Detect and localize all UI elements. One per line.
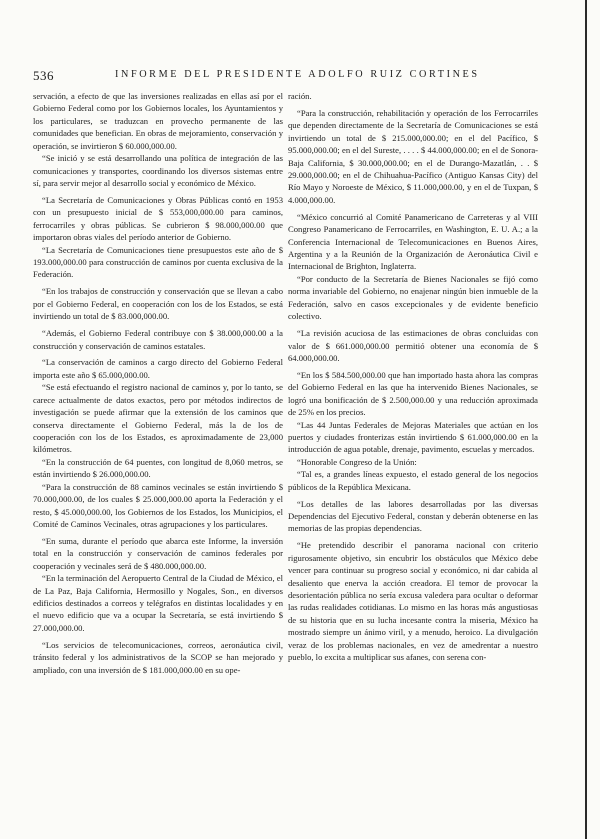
paragraph: “En los trabajos de construcción y conservación que se llevan a cabo por el Gobierno Federal, en cooperación con los de los Estados, se está invirtiendo un total de $ 83.000,000.00. — [33, 286, 283, 322]
paragraph: “México concurrió al Comité Panamericano de Carreteras y al VIII Congreso Panamericano de Ferrocarriles, en Washington, E. U. A.; a la Conferencia Internacional de Telecomunicaciones en Buenos Aires, Argentina y a la Reunión de la Organización de Aeronáutica Civil e Internacional de Brighton, Inglaterra. — [288, 211, 538, 272]
paragraph: “Por conducto de la Secretaría de Bienes Nacionales se fijó como norma invariable del Gobierno, no enajenar ningún bien inmueble de la Federación, salvo en casos excepcionales y de evidente beneficio colectivo. — [288, 273, 538, 322]
paragraph: “La conservación de caminos a cargo directo del Gobierno Federal importa este año $ 65.000,000.00. — [33, 357, 283, 380]
paragraph: ración. — [288, 91, 312, 101]
paragraph: “Para la construcción de 88 caminos vecinales se están invirtiendo $ 70.000,000.00, de los cuales $ 25.000,000.00 aporta la Federación y el resto, $ 45.000,000.00, los Gobiernos de los Estados, los Municipios, el Comité de Caminos Vecinales, otras agrupaciones y los particulares. — [33, 481, 283, 529]
paragraph: “Los detalles de las labores desarrolladas por las diversas Dependencias del Ejecutivo Federal, constan y deberán obtenerse en las memorias de las propias dependencias. — [288, 498, 538, 534]
right-text-column — [288, 90, 538, 664]
paragraph: “La revisión acuciosa de las estimaciones de obras concluidas con valor de $ 661.000,000.00 permitió obtener una economía de $ 64.000,000.00. — [288, 328, 538, 363]
paragraph: servación, a efecto de que las inversiones realizadas en ellas así por el Gobierno Federal como por los Gobiernos locales, los Ayuntamientos y los particulares, se traduzcan en provecho permanente de las comunidades que benefician. En obras de mejoramiento, conservación y operación, se invirtieron $ 60.000,000.00. — [33, 91, 283, 151]
paragraph: “Se está efectuando el registro nacional de caminos y, por lo tanto, se carece actualmente de datos exactos, pero por métodos indirectos de investigación se puede afirmar que la extensión de los caminos que conserva directamente el Gobierno Federal, más la de los de cooperación con los de los Estados, es aproximadamente de 23,000 kilómetros. — [33, 382, 283, 455]
paragraph: “Para la construcción, rehabilitación y operación de los Ferrocarriles que dependen directamente de la Secretaría de Comunicaciones se está invirtiendo un total de $ 215.000,000.00; en el del Pacífico, $ 95.000,000.00; en el del Sureste, . . . . $ 44.000,000.00; en el de Sonora-Baja California, $ 30.000,000.00; en el de Durango-Mazatlán, . . $ 29.000,000.00; en el de Chihuahua-Pacífico (Antiguo Kansas City) del Río Mayo y Noroeste de México, $ 11.000,000.00, y en el de Tuxpan, $ 4.000,000.00. — [288, 107, 538, 205]
paragraph: “Tal es, a grandes líneas expuesto, el estado general de los negocios públicos de la República Mexicana. — [288, 469, 538, 492]
paragraph: “Honorable Congreso de la Unión: — [297, 456, 417, 467]
paragraph: “Además, el Gobierno Federal contribuye con $ 38.000,000.00 a la construcción y conservación de caminos estatales. — [33, 328, 283, 351]
paragraph: “En la construcción de 64 puentes, con longitud de 8,060 metros, se están invirtiendo $ 26.000,000.00. — [33, 456, 283, 480]
paragraph: “Las 44 Juntas Federales de Mejoras Materiales que actúan en los puertos y ciudades fronterizas están invirtiendo $ 61.000,000.00 en la introducción de agua potable, drenaje, pavimento, escuelas y mercados. — [288, 419, 538, 455]
left-text-column — [33, 90, 283, 676]
paragraph: “He pretendido describir el panorama nacional con criterio rigurosamente objetivo, sin encubrir los obstáculos que México debe vencer para continuar su progreso social y económico, ni dar cabida al desaliento que enerva la acción creadora. El temor de provocar la desorientación pública no sería excusa valedera para ocultar o deformar las rudas realidades cotidianas. Lo mismo en las horas más angustiosas de su historia que en su lucha incesante contra la miseria, México ha mostrado siempre un ánimo viril, y a menudo, heroico. La divulgación veraz de los problemas nacionales, en vez de amedrentar a nuestro pueblo, lo excita a multiplicar sus afanes, con serena con- — [288, 540, 538, 663]
running-head: INFORME DEL PRESIDENTE ADOLFO RUIZ CORTINES — [115, 69, 480, 80]
paragraph: “Se inició y se está desarrollando una política de integración de las comunicaciones y transportes, coordinando los diversos sistemas entre sí, para servir mejor al desarrollo social y económico de México. — [33, 153, 283, 188]
paragraph: “Los servicios de telecomunicaciones, correos, aeronáutica civil, tránsito federal y los administrativos de la SCOP se han mejorado y ampliado, con una inversión de $ 181.000,000.00 en su ope- — [33, 639, 283, 675]
paragraph: “En suma, durante el período que abarca este Informe, la inversión total en la construcción y conservación de caminos federales por cooperación y vecinales será de $ 480.000,000.00. — [33, 535, 283, 571]
paragraph: “La Secretaría de Comunicaciones tiene presupuestos este año de $ 193.000,000.00 para construcción de caminos por cuenta exclusiva de la Federación. — [33, 244, 283, 280]
page-number: 536 — [33, 68, 54, 83]
page-edge-rule — [585, 0, 587, 839]
paragraph: “En los $ 584.500,000.00 que han importado hasta ahora las compras del Gobierno Federal en las que ha intervenido Bienes Nacionales, se logró una bonificación de $ 2.500,000.00 y una reducción aproximada de 25% en los precios. — [288, 369, 538, 418]
paragraph: “La Secretaría de Comunicaciones y Obras Públicas contó en 1953 con un presupuesto inicial de $ 553,000,000.00 para caminos, ferrocarriles y obras públicas. Se cubrieron $ 98.000,000.00 que importaron obras viales del período anterior de Gobierno. — [33, 194, 283, 243]
paragraph: “En la terminación del Aeropuerto Central de la Ciudad de México, el de La Paz, Baja California, Hermosillo y Nogales, Son., en diversos edificios destinados a correos y telégrafos en distintas localidades y en el nuevo edificio que va a ocupar la Secretaría, se está invirtiendo $ 27.000,000.00. — [33, 573, 283, 633]
